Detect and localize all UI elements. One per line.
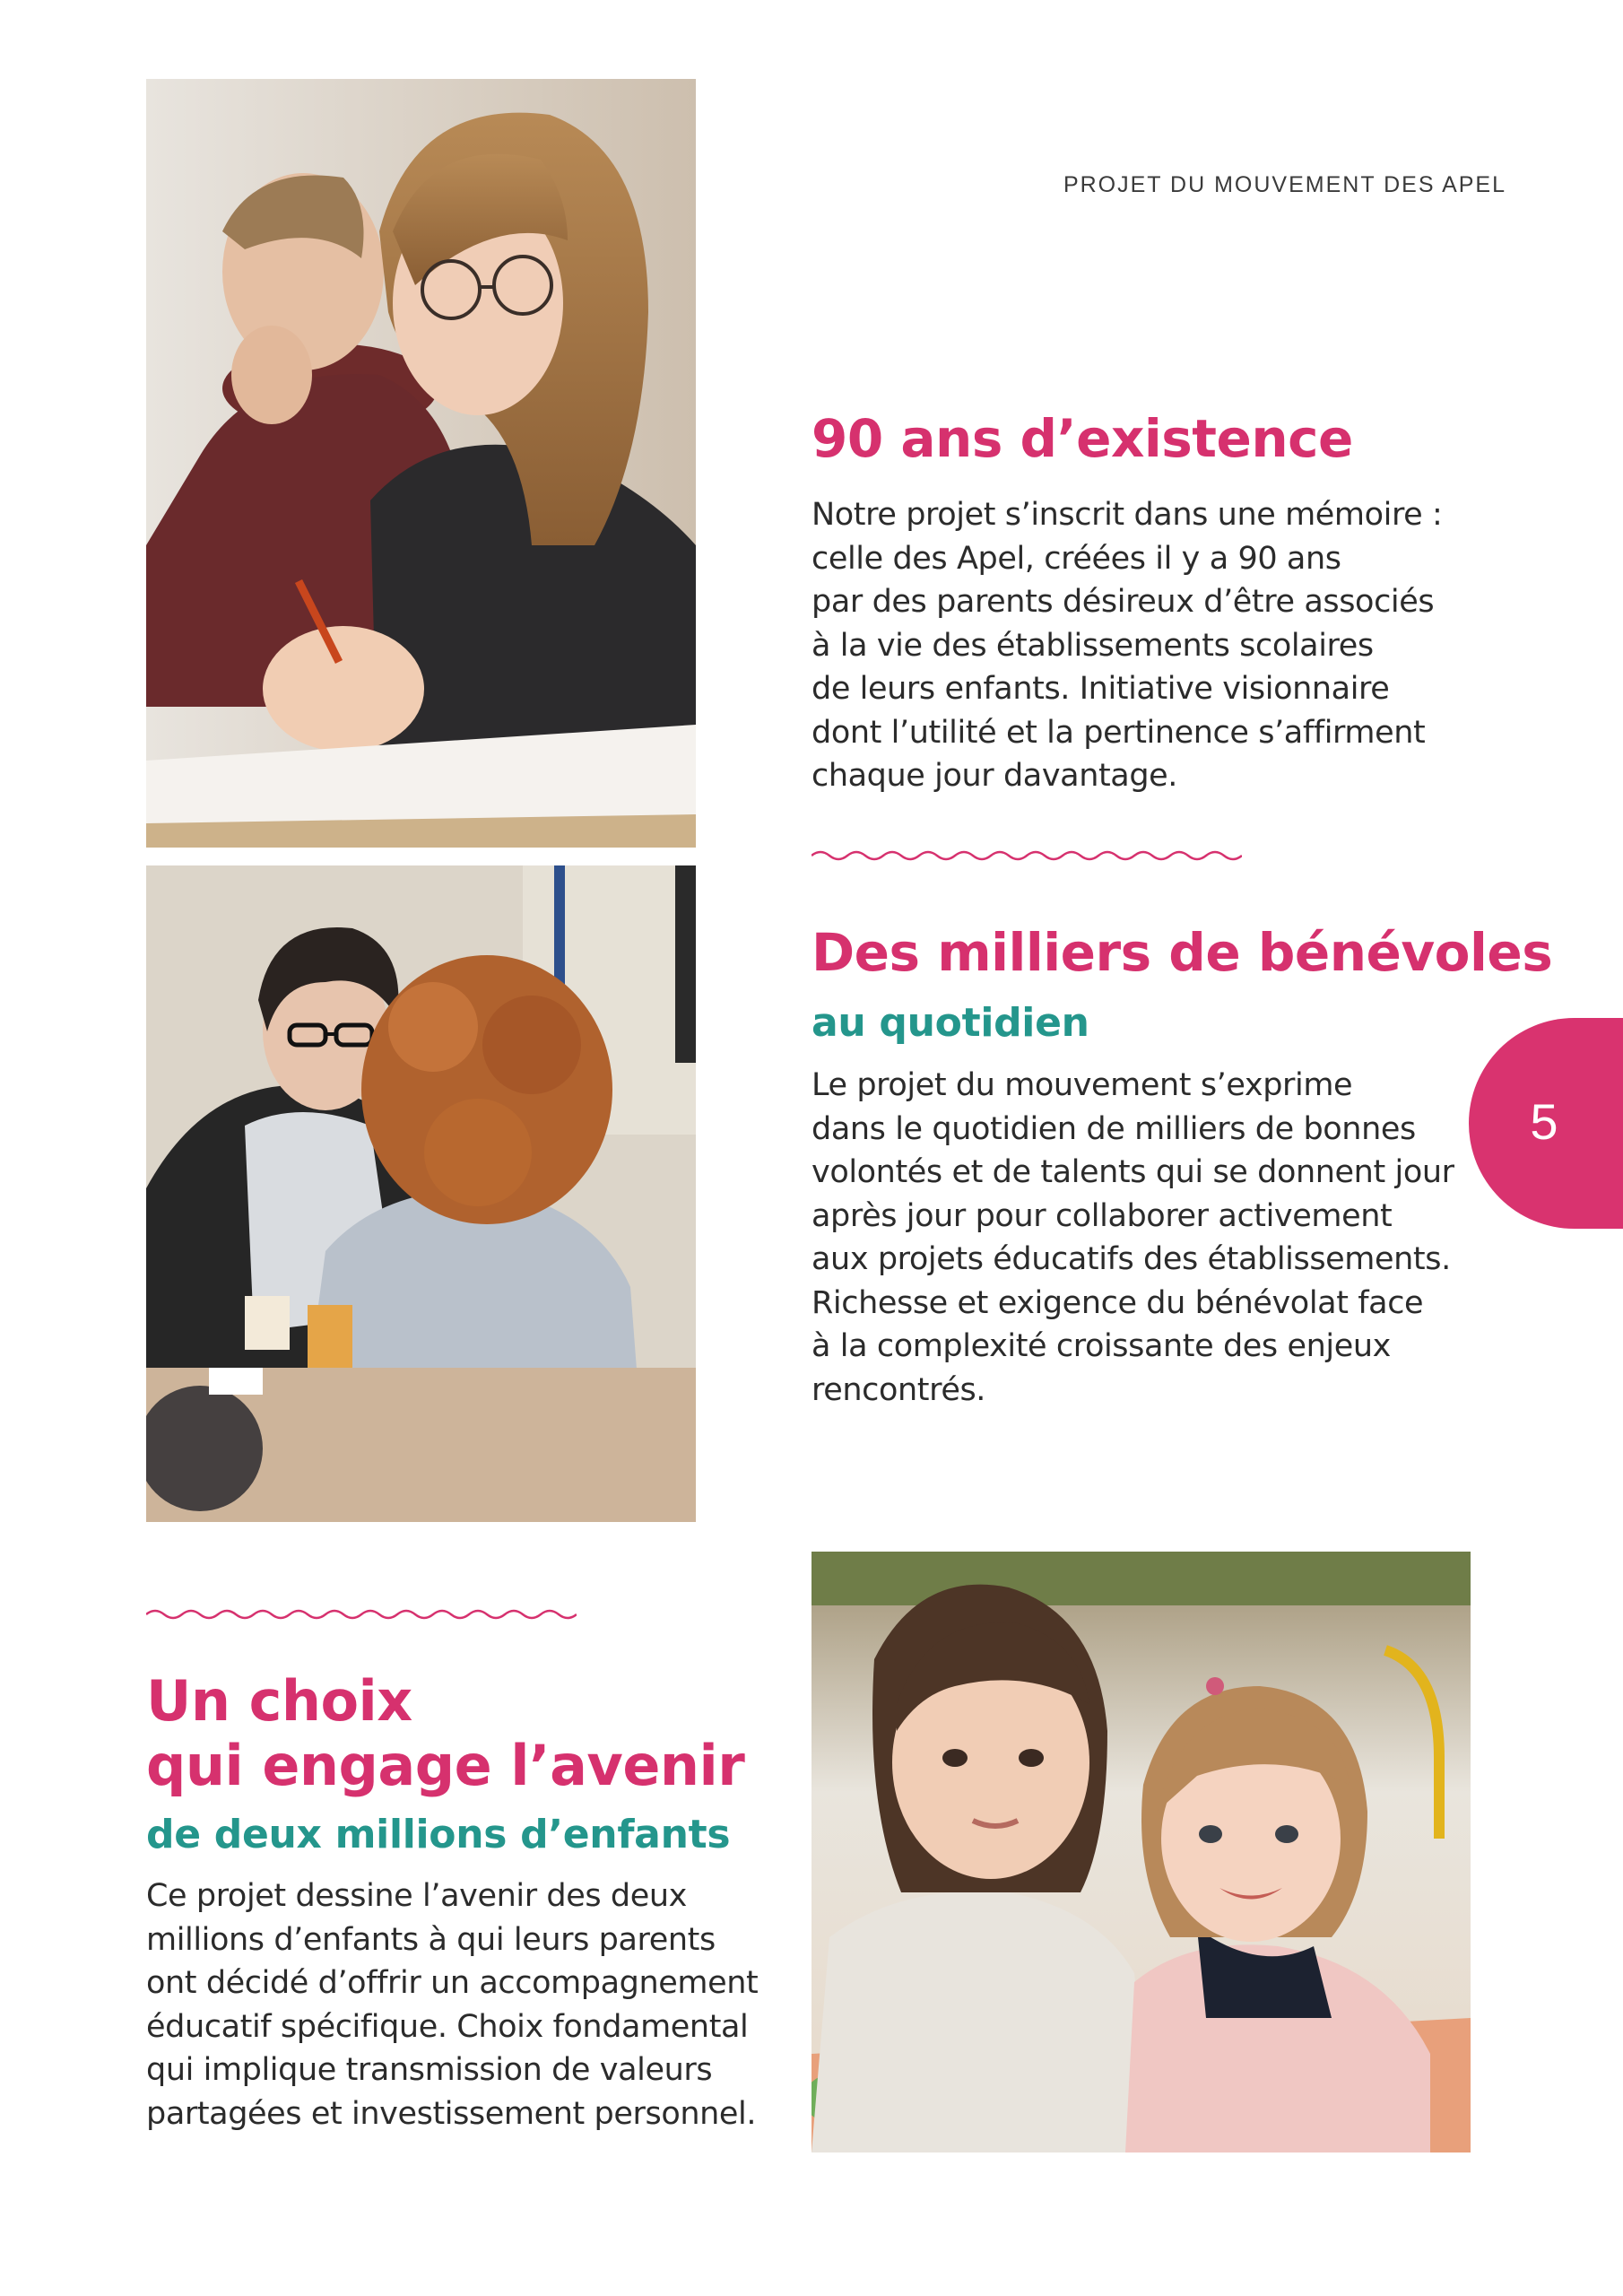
section-title-benevoles: Des milliers de bénévoles bbox=[812, 922, 1553, 983]
text-line: après jour pour collaborer activement bbox=[812, 1197, 1393, 1234]
wavy-divider bbox=[812, 847, 1242, 865]
text-line: millions d’enfants à qui leurs parents bbox=[146, 1921, 716, 1958]
section-body-choix bbox=[146, 1874, 758, 2135]
text-line: partagées et investissement personnel. bbox=[146, 2095, 757, 2132]
text-line: Ce projet dessine l’avenir des deux bbox=[146, 1878, 687, 1914]
text-line: éducatif spécifique. Choix fondamental bbox=[146, 2008, 749, 2045]
text-line: celle des Apel, créées il y a 90 ans bbox=[812, 540, 1341, 577]
section-subtitle-enfants: de deux millions d’enfants bbox=[146, 1812, 731, 1857]
text-line: Richesse et exigence du bénévolat face bbox=[812, 1284, 1424, 1321]
section-body-benevoles bbox=[812, 1064, 1454, 1412]
text-line: par des parents désireux d’être associés bbox=[812, 584, 1435, 620]
text-line: aux projets éducatifs des établissements. bbox=[812, 1241, 1451, 1277]
running-header: PROJET DU MOUVEMENT DES APEL bbox=[1063, 172, 1506, 197]
photo-students-writing bbox=[146, 79, 696, 848]
text-line: à la complexité croissante des enjeux bbox=[812, 1328, 1391, 1364]
section-title-90-ans: 90 ans d’existence bbox=[812, 408, 1353, 469]
text-line: qui implique transmission de valeurs bbox=[146, 2052, 713, 2088]
page-number: 5 bbox=[1530, 1093, 1558, 1150]
section-title-choix-line1: Un choix bbox=[146, 1668, 412, 1734]
photo-young-children bbox=[812, 1552, 1471, 2152]
text-line: volontés et de talents qui se donnent jour bbox=[812, 1154, 1454, 1190]
text-line: dans le quotidien de milliers de bonnes bbox=[812, 1110, 1416, 1147]
text-line: à la vie des établissements scolaires bbox=[812, 627, 1374, 664]
text-line: ont décidé d’offrir un accompagnement bbox=[146, 1965, 759, 2001]
section-body-90-ans bbox=[812, 493, 1442, 798]
text-line: Le projet du mouvement s’exprime bbox=[812, 1067, 1353, 1103]
text-line: de leurs enfants. Initiative visionnaire bbox=[812, 671, 1390, 707]
section-subtitle-quotidien: au quotidien bbox=[812, 1000, 1089, 1046]
text-line: dont l’utilité et la pertinence s’affirment bbox=[812, 714, 1426, 751]
text-line: chaque jour davantage. bbox=[812, 758, 1178, 794]
text-line: Notre projet s’inscrit dans une mémoire : bbox=[812, 497, 1443, 533]
text-line: rencontrés. bbox=[812, 1371, 986, 1408]
wavy-divider bbox=[146, 1605, 577, 1623]
photo-adults-meeting bbox=[146, 865, 696, 1522]
section-title-choix-line2: qui engage l’avenir bbox=[146, 1733, 745, 1798]
